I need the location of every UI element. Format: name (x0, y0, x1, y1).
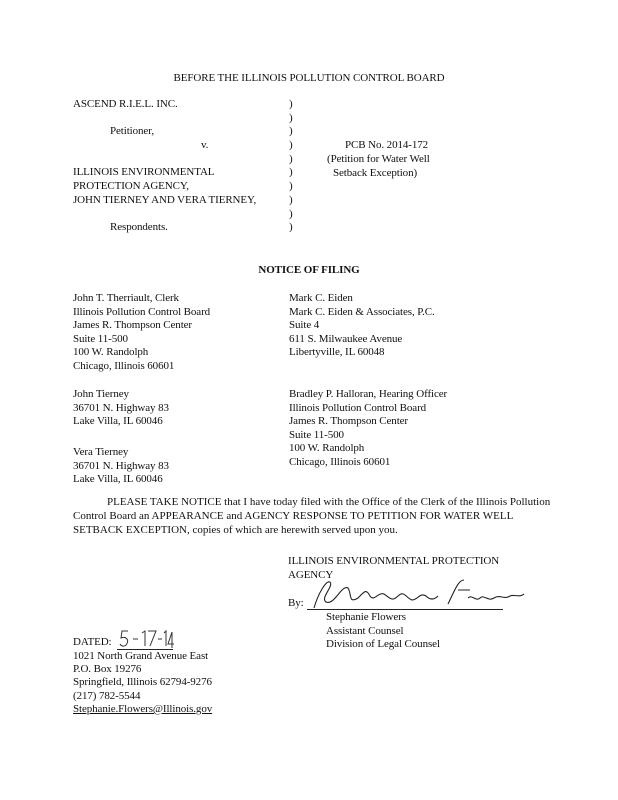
signer-title: Assistant Counsel (326, 624, 404, 637)
case-number: PCB No. 2014-172 (345, 139, 429, 151)
caption-parens: ) ) ) ) ) ) ) ) ) ) (289, 98, 293, 234)
notice-heading: NOTICE OF FILING (258, 264, 360, 276)
document-title: BEFORE THE ILLINOIS POLLUTION CONTROL BOARD (173, 72, 445, 84)
respondent-role: Respondents. (110, 221, 168, 234)
caption-parties (73, 98, 256, 235)
handwritten-signature (308, 574, 528, 614)
respondent-line-2: PROTECTION AGENCY, (73, 180, 189, 193)
notice-paragraph: PLEASE TAKE NOTICE that I have today filed with the Office of the Clerk of the Illinois Pollution Control Board an APPEARANCE and AGENCY RESPONSE TO PETITION FOR WATER WELL SETBACK EXCEPTION, copies of which are herewith served upon you. (73, 496, 551, 536)
return-address: 1021 North Grand Avenue East P.O. Box 19276 Springfield, Illinois 62794-9276 (217) 782-5544 Stephanie.Flowers@Illinois.gov (73, 650, 213, 715)
service-john-tierney: John Tierney 36701 N. Highway 83 Lake Villa, IL 60046 (73, 388, 169, 428)
signer-info (326, 611, 440, 651)
signer-division: Division of Legal Counsel (326, 638, 440, 651)
email-link[interactable]: Stephanie.Flowers@Illinois.gov (73, 702, 213, 715)
case-type-line-1: (Petition for Water Well (327, 153, 430, 165)
case-type-line-2: Setback Exception) (333, 167, 418, 179)
respondent-line-1: ILLINOIS ENVIRONMENTAL (73, 166, 215, 179)
service-vera-tierney: Vera Tierney 36701 N. Highway 83 Lake Villa, IL 60046 (73, 446, 169, 486)
petitioner-role: Petitioner, (110, 125, 154, 138)
dated-label: DATED: (73, 636, 112, 648)
signer-name: Stephanie Flowers (326, 611, 406, 623)
respondent-line-3: JOHN TIERNEY AND VERA TIERNEY, (73, 193, 257, 206)
service-eiden: Mark C. Eiden Mark C. Eiden & Associates, P.C. Suite 4 611 S. Milwaukee Avenue Libertyville, IL 60048 (289, 292, 435, 359)
case-number-block (327, 139, 430, 180)
petitioner-name: ASCEND R.I.E.L. INC. (73, 98, 178, 110)
versus-label: v. (201, 139, 209, 152)
handwritten-date (118, 628, 176, 650)
signature-agency: ILLINOIS ENVIRONMENTAL PROTECTION AGENCY (288, 555, 500, 581)
by-label: By: (288, 597, 304, 609)
service-hearing-officer: Bradley P. Halloran, Hearing Officer Illinois Pollution Control Board James R. Thompson Center Suite 11-500 100 W. Randolph Chicago, Illinois 60601 (289, 388, 448, 468)
service-clerk: John T. Therriault, Clerk Illinois Pollution Control Board James R. Thompson Center Suite 11-500 100 W. Randolph Chicago, Illinois 60601 (73, 292, 211, 372)
